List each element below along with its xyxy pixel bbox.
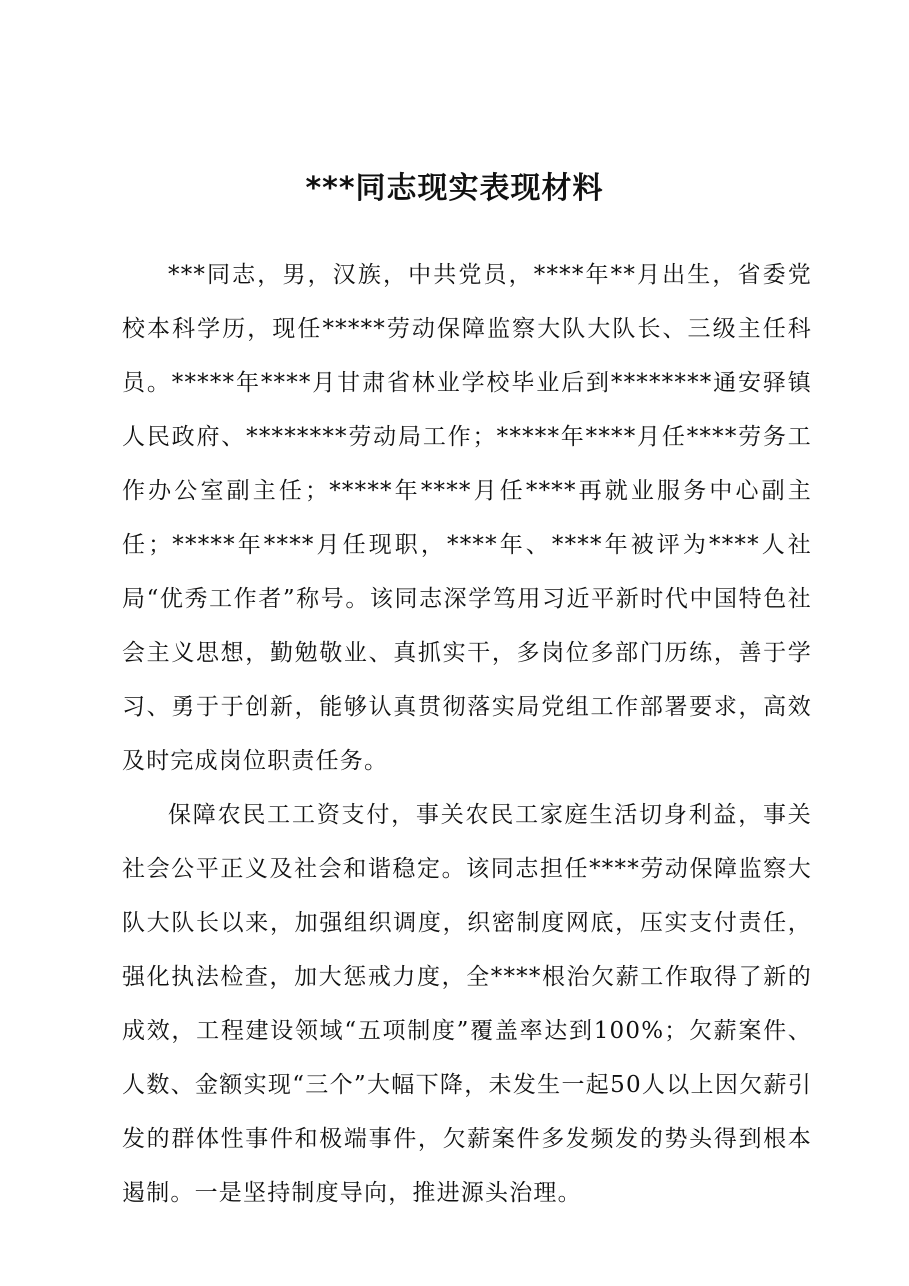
document-title: ***同志现实表现材料: [305, 171, 604, 206]
document-body: [122, 248, 812, 1220]
paragraph-profile: ***同志，男，汉族，中共党员，****年**月出生，省委党校本科学历，现任*****劳动保障监察大队大队长、三级主任科员。*****年****月甘肃省林业学校毕业后到********通安驿镇人民政府、********劳动局工作；*****年****月任****劳务工作办公室副主任；*****年****月任****再就业服务中心副主任；*****年****月任现职，****年、****年被评为****人社局“优秀工作者”称号。该同志深学笃用习近平新时代中国特色社会主义思想，勤勉敬业、真抓实干，多岗位多部门历练，善于学习、勇于于创新，能够认真贯彻落实局党组工作部署要求，高效及时完成岗位职责任务。: [122, 262, 812, 774]
paragraph-wage-protection: 保障农民工工资支付，事关农民工家庭生活切身利益，事关社会公平正义及社会和谐稳定。该同志担任****劳动保障监察大队大队长以来，加强组织调度，织密制度网底，压实支付责任，强化执法检查，加大惩戒力度，全****根治欠薪工作取得了新的成效，工程建设领域“五项制度”覆盖率达到100%；欠薪案件、人数、金额实现“三个”大幅下降，未发生一起50人以上因欠薪引发的群体性事件和极端事件，欠薪案件多发频发的势头得到根本遏制。一是坚持制度导向，推进源头治理。: [122, 802, 812, 1206]
